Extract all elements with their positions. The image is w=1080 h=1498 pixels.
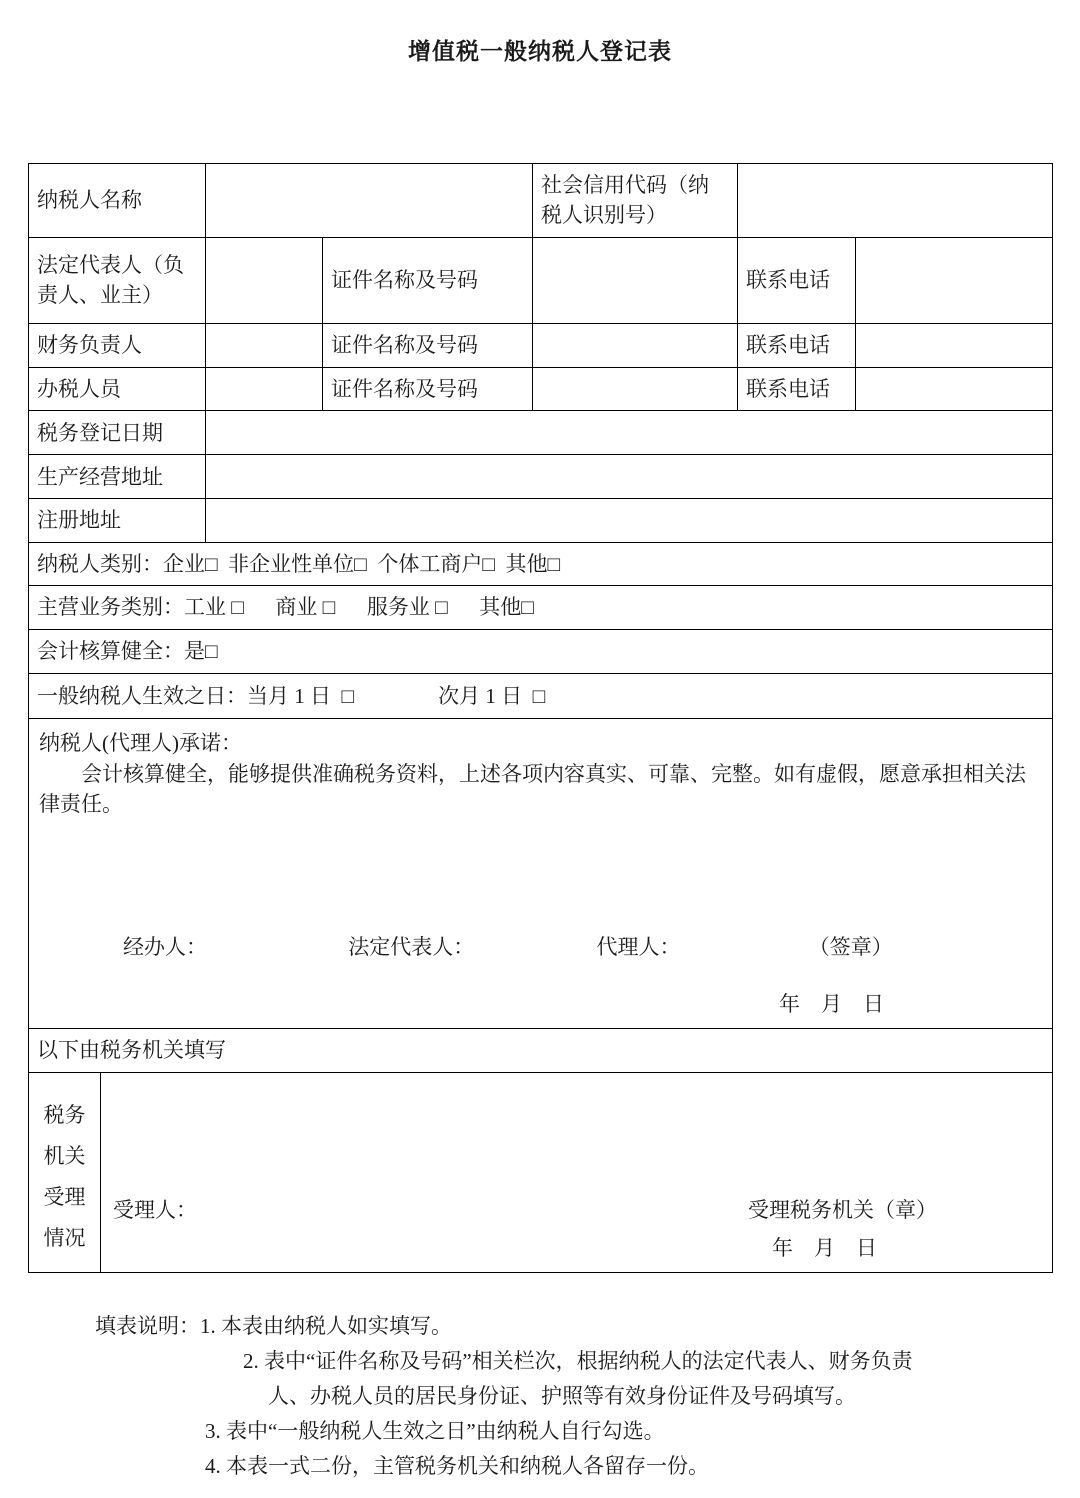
table-row — [29, 630, 1053, 674]
note-2-line-2: 人、办税人员的居民身份证、护照等有效身份证件及号码填写。 — [268, 1383, 856, 1408]
table-row — [29, 674, 1053, 719]
acceptance-row — [101, 1195, 1052, 1225]
business-address-label: 生产经营地址 — [29, 455, 206, 499]
legal-rep-phone-field — [856, 237, 1053, 323]
acceptor-label: 受理人： — [113, 1197, 197, 1222]
notes-heading: 填表说明： — [95, 1313, 200, 1338]
vertical-label-line: 税务 — [43, 1103, 86, 1128]
commitment-date-line: 年 月 日 — [779, 991, 884, 1016]
vertical-label-line: 情况 — [43, 1226, 86, 1251]
table-row — [29, 367, 1053, 410]
business-type-checkbox-row: 主营业务类别：工业 □ 商业 □ 服务业 □ 其他□ — [29, 586, 1053, 630]
authority-date-line: 年 月 日 — [772, 1236, 877, 1261]
table-row — [29, 586, 1053, 630]
table-row — [29, 542, 1053, 585]
authority-acceptance-vertical-label — [29, 1072, 101, 1272]
finance-officer-field — [206, 323, 323, 367]
table-row — [29, 164, 1053, 238]
tax-staff-cert-field — [533, 367, 738, 410]
vertical-label-line: 受理 — [43, 1185, 86, 1210]
note-3: 3. 表中“一般纳税人生效之日”由纳税人自行勾选。 — [205, 1418, 665, 1443]
finance-phone-label: 联系电话 — [738, 323, 856, 367]
table-row — [29, 411, 1053, 455]
note-line-1 — [95, 1309, 1080, 1344]
business-address-field — [206, 455, 1053, 499]
legal-rep-cert-label: 证件名称及号码 — [323, 237, 533, 323]
form-title: 增值税一般纳税人登记表 — [408, 39, 672, 64]
finance-phone-field — [856, 323, 1053, 367]
tax-staff-label: 办税人员 — [29, 367, 206, 410]
table-row — [29, 719, 1053, 1029]
notes-section — [95, 1309, 1080, 1484]
taxpayer-type-checkbox-row: 纳税人类别：企业□ 非企业性单位□ 个体工商户□ 其他□ — [29, 542, 1053, 585]
effective-date-checkbox-row: 一般纳税人生效之日：当月 1 日 □ 次月 1 日 □ — [29, 674, 1053, 719]
legal-representative-field — [206, 237, 323, 323]
tax-staff-field — [206, 367, 323, 410]
legal-rep-cert-field — [533, 237, 738, 323]
authority-section-header: 以下由税务机关填写 — [29, 1029, 1053, 1072]
handler-signature-label: 经办人： — [123, 934, 207, 959]
registration-form-table — [28, 163, 1053, 1273]
agent-signature-label: 代理人： — [596, 934, 681, 959]
taxpayer-name-field — [206, 164, 533, 238]
table-row — [29, 237, 1053, 323]
commitment-body: 会计核算健全，能够提供准确税务资料，上述各项内容真实、可靠、完整。如有虚假，愿意承担相关法律责任。 — [39, 761, 1026, 817]
table-row — [29, 499, 1053, 542]
signature-row — [39, 932, 1042, 962]
tax-registration-date-label: 税务登记日期 — [29, 411, 206, 455]
accepting-authority-seal-label: 受理税务机关（章） — [748, 1197, 937, 1222]
table-row — [29, 1029, 1053, 1072]
tax-staff-cert-label: 证件名称及号码 — [323, 367, 533, 410]
legal-rep-signature-label: 法定代表人： — [348, 934, 475, 959]
legal-rep-phone-label: 联系电话 — [738, 237, 856, 323]
note-2-line-1: 2. 表中“证件名称及号码”相关栏次，根据纳税人的法定代表人、财务负责 — [243, 1348, 913, 1373]
commitment-cell — [29, 719, 1053, 1029]
tax-staff-phone-field — [856, 367, 1053, 410]
tax-staff-phone-label: 联系电话 — [738, 367, 856, 410]
authority-acceptance-cell — [101, 1072, 1053, 1272]
finance-officer-label: 财务负责人 — [29, 323, 206, 367]
tax-registration-date-field — [206, 411, 1053, 455]
credit-code-label: 社会信用代码（纳税人识别号） — [533, 164, 738, 238]
table-row — [29, 323, 1053, 367]
table-row — [29, 1072, 1053, 1272]
taxpayer-name-label: 纳税人名称 — [29, 164, 206, 238]
accounting-soundness-checkbox-row: 会计核算健全：是□ — [29, 630, 1053, 674]
commitment-title: 纳税人(代理人)承诺： — [39, 731, 242, 756]
vertical-label-line: 机关 — [43, 1144, 86, 1169]
finance-cert-field — [533, 323, 738, 367]
note-4: 4. 本表一式二份，主管税务机关和纳税人各留存一份。 — [205, 1453, 709, 1478]
legal-representative-label: 法定代表人（负责人、业主） — [29, 237, 206, 323]
table-row — [29, 455, 1053, 499]
seal-label: （签章） — [808, 934, 893, 959]
registered-address-field — [206, 499, 1053, 542]
note-1: 1. 本表由纳税人如实填写。 — [200, 1313, 452, 1338]
credit-code-field — [738, 164, 1053, 238]
finance-cert-label: 证件名称及号码 — [323, 323, 533, 367]
registered-address-label: 注册地址 — [29, 499, 206, 542]
